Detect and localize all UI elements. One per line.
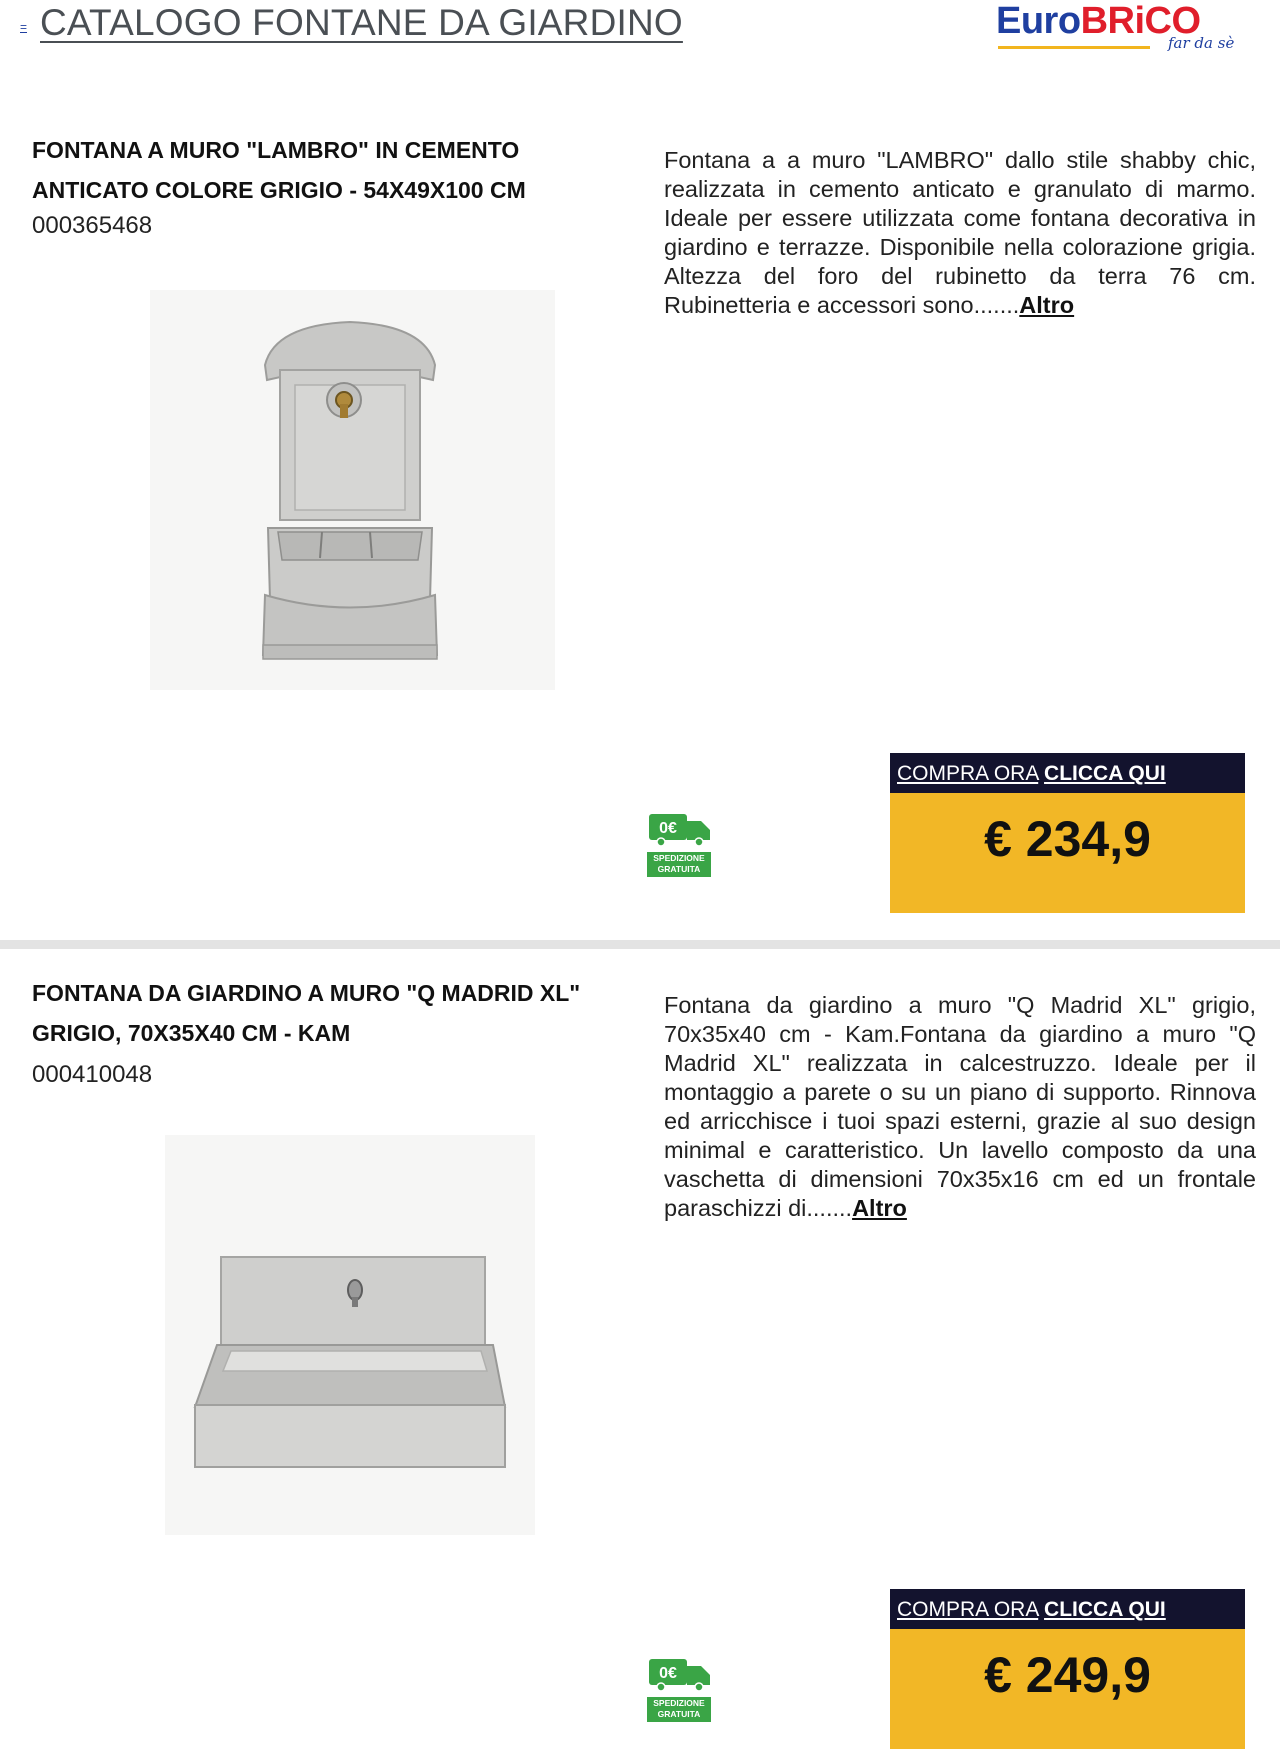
product-description: Fontana da giardino a muro "Q Madrid XL" grigio, 70x35x40 cm - Kam.Fontana da giardino a muro "Q Madrid XL" realizzata in calcestruzzo. Ideale per il montaggio a parete o su un piano di supporto. Rinnova ed arricchisce i tuoi spazi esterni, grazie al suo design minimal e caratteristico. Un lavello composto da una vaschetta di dimensioni 70x35x16 cm ed un frontale paraschizzi di.......Altro	[664, 992, 1256, 1221]
delivery-truck-icon	[647, 812, 717, 846]
price-box[interactable]	[890, 1589, 1245, 1749]
header-mark: =	[20, 20, 28, 34]
logo-tagline: far da sè	[1168, 34, 1235, 52]
product-title[interactable]: FONTANA DA GIARDINO A MURO "Q MADRID XL" GRIGIO, 70X35X40 CM - KAM	[32, 980, 581, 1046]
delivery-truck-icon	[647, 1657, 717, 1691]
fountain-lambro-illustration	[150, 290, 555, 690]
product-image[interactable]	[150, 290, 555, 690]
svg-text:0€: 0€	[659, 1665, 677, 1682]
product-description: Fontana a a muro "LAMBRO" dallo stile shabby chic, realizzata in cemento anticato e granulato di marmo. Ideale per essere utilizzata come fontana decorativa in giardino e terrazze. Disponibile nella colorazione grigia. Altezza del foro del rubinetto da terra 76 cm. Rubinetteria e accessori sono.......Altro	[664, 147, 1256, 318]
free-shipping-badge	[647, 1657, 717, 1723]
product-title[interactable]: FONTANA A MURO "LAMBRO" IN CEMENTO ANTICATO COLORE GRIGIO - 54X49X100 CM	[32, 137, 526, 203]
click-here-link[interactable]: CLICCA QUI	[1044, 762, 1166, 785]
more-link[interactable]: Altro	[852, 1195, 907, 1221]
shipping-label: SPEDIZIONE GRATUITA	[647, 852, 711, 877]
fountain-madrid-illustration	[165, 1135, 535, 1535]
product-card	[0, 945, 1280, 1750]
product-price[interactable]: € 249,9	[890, 1629, 1245, 1749]
more-link[interactable]: Altro	[1019, 292, 1075, 318]
product-image[interactable]	[165, 1135, 535, 1535]
click-here-link[interactable]: CLICCA QUI	[1044, 1598, 1166, 1621]
shipping-label: SPEDIZIONE GRATUITA	[647, 1697, 711, 1722]
logo-wordmark: EuroBRiCO	[996, 0, 1201, 42]
free-shipping-badge	[647, 812, 717, 878]
buy-now-label[interactable]: COMPRA ORA	[897, 1598, 1039, 1621]
svg-text:0€: 0€	[659, 820, 677, 837]
buy-now-bar[interactable]	[890, 753, 1245, 793]
buy-now-bar[interactable]	[890, 1589, 1245, 1629]
price-box[interactable]	[890, 753, 1245, 913]
page-title[interactable]: CATALOGO FONTANE DA GIARDINO	[40, 2, 683, 43]
product-code: 000410048	[32, 1061, 153, 1088]
product-price[interactable]: € 234,9	[890, 793, 1245, 913]
product-code: 000365468	[32, 212, 153, 239]
buy-now-label[interactable]: COMPRA ORA	[897, 762, 1039, 785]
